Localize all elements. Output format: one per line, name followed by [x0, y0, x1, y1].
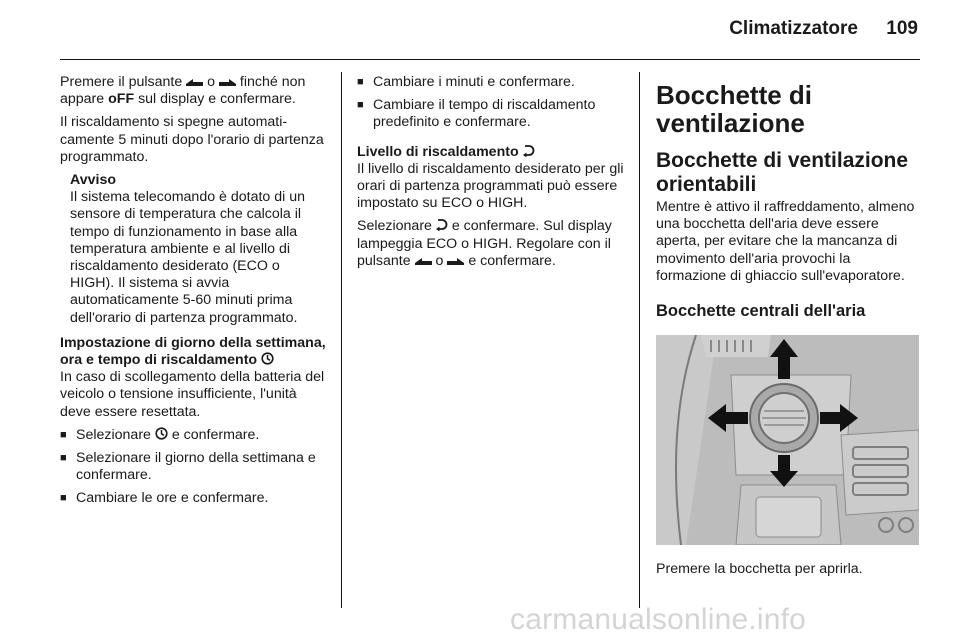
list-item: ■ Cambiare i minuti e confermare. — [357, 74, 625, 91]
arrow-left-icon — [186, 78, 203, 87]
column-3 — [656, 78, 922, 584]
arrow-right-icon — [219, 78, 236, 87]
column-divider-2 — [639, 72, 640, 608]
illustration-caption: Premere la bocchetta per aprirla. — [656, 561, 863, 578]
arrow-right-icon — [447, 257, 464, 266]
note-title: Avviso — [70, 172, 116, 189]
central-vent-illustration — [656, 335, 919, 545]
column-2 — [357, 74, 625, 276]
page-number: 109 — [886, 18, 918, 39]
page-header-title: Climatizzatore — [729, 18, 858, 39]
paragraph-cooling-vent: Mentre è attivo il raffreddamento, almeno una bocchetta dell'aria deve essere aperta, per evitare che la mancanza di movimento dell'aria provochi la formazione di ghiaccio sull'evaporatore. — [656, 199, 915, 284]
list-item: ■ Cambiare il tempo di riscaldamento predefinito e confermare. — [357, 97, 625, 131]
paragraph-select-level: Selezionare e confermare. Sul display lampeggia ECO o HIGH. Regolare con il pulsante o e confermare. — [357, 218, 612, 269]
bullet-list-1 — [60, 427, 326, 508]
subsection-heading: Bocchette di ventilazione orientabili — [656, 149, 909, 196]
section-heading: Bocchette di ventilazione — [656, 80, 813, 138]
arrow-left-icon — [415, 257, 432, 266]
header-rule — [60, 59, 920, 60]
heating-level-icon — [523, 144, 535, 157]
paragraph-battery-reset: In caso di scollegamento della batteria del veicolo o tensione insufficiente, l'unità deve essere resettata. — [60, 369, 325, 420]
list-item: ■ Selezionare il giorno della settimana e confermare. — [60, 450, 326, 484]
list-item: ■ Cambiare le ore e confermare. — [60, 490, 326, 507]
watermark: carmanualsonline.info — [510, 603, 807, 636]
subsection-heading-central-vents: Bocchette centrali dell'aria — [656, 302, 866, 321]
subheading-heating-level: Livello di riscaldamento — [357, 144, 625, 161]
paragraph-heating-level: Il livello di riscaldamento desiderato per gli orari di partenza programmati può essere impostato su ECO o HIGH. — [357, 160, 624, 212]
paragraph-heating-off: Il riscaldamento si spegne automaticamente 5 minuti dopo l'orario di partenza programmato. — [60, 114, 324, 165]
subheading-weekday-time: Impostazione di giorno della settimana, ora e tempo di riscaldamento — [60, 334, 326, 369]
clock-icon — [155, 427, 168, 440]
paragraph-press-button: Premere il pulsante o finché non appare oFF sul display e confermare. — [60, 74, 306, 108]
clock-icon — [261, 352, 274, 365]
note-box — [60, 172, 326, 327]
heating-level-icon — [436, 218, 448, 231]
list-item: ■ Selezionare e confermare. — [60, 427, 326, 444]
column-1 — [60, 74, 326, 514]
note-text: Il sistema telecomando è dotato di un sensore di temperatura che calcola il tempo di funzionamento in base alla temperatura ambiente e al livello di riscaldamento desiderato (ECO o HIGH). Il sistema si avvia automaticamente 5-60 minuti prima dell'orario di partenza programmato. — [70, 189, 306, 326]
bullet-list-2 — [357, 74, 625, 132]
column-divider-1 — [341, 72, 342, 608]
